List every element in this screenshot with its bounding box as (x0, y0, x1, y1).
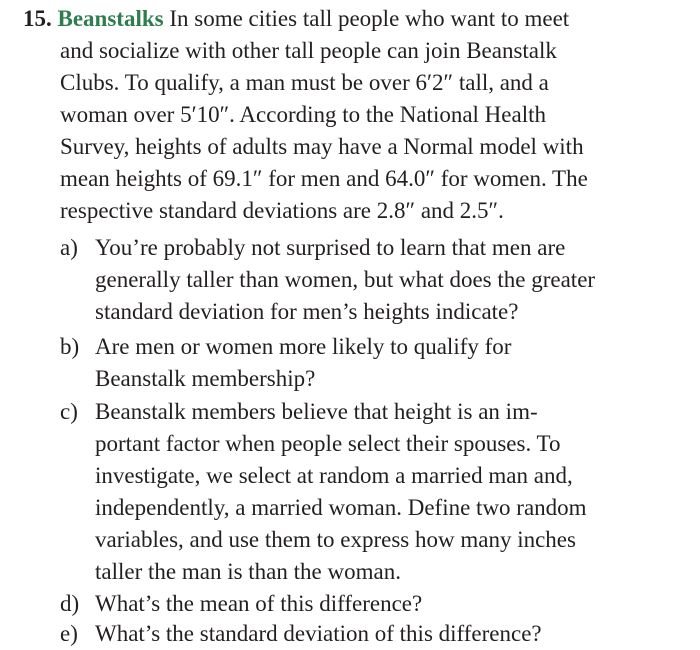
problem-intro-line: mean heights of 69.1″ for men and 64.0″ for women. The (60, 166, 588, 191)
part-d-line: What’s the mean of this difference? (95, 591, 423, 616)
part-label-d: d) (60, 591, 80, 616)
part-c-line: variables, and use them to express how many inches (95, 527, 576, 552)
problem-intro-line: Survey, heights of adults may have a Normal model with (60, 134, 584, 159)
part-a-line: standard deviation for men’s heights indicate? (95, 299, 519, 324)
problem-title: Beanstalks (57, 6, 164, 31)
problem-intro-line: woman over 5′10″. According to the National Health (60, 102, 546, 127)
problem-intro-line: Clubs. To qualify, a man must be over 6′2″ tall, and a (60, 70, 549, 95)
part-c-line: taller the man is than the woman. (95, 559, 401, 584)
part-label-e: e) (60, 621, 78, 646)
problem-first-line (23, 5, 569, 33)
part-a-line: You’re probably not surprised to learn that men are (95, 235, 566, 260)
problem-number: 15. (23, 6, 52, 31)
part-b-line: Beanstalk membership? (95, 366, 316, 391)
part-c-line: Beanstalk members believe that height is an im- (95, 399, 538, 424)
problem-intro-line: respective standard deviations are 2.8″ and 2.5″. (60, 198, 504, 223)
part-c-line: investigate, we select at random a married man and, (95, 463, 573, 488)
part-label-c: c) (60, 399, 78, 424)
problem-intro-line: and socialize with other tall people can join Beanstalk (60, 38, 557, 63)
part-label-a: a) (60, 235, 78, 260)
part-label-b: b) (60, 334, 80, 359)
part-c-line: portant factor when people select their spouses. To (95, 431, 561, 456)
part-a-line: generally taller than women, but what does the greater (95, 267, 596, 292)
part-c-line: independently, a married woman. Define two random (95, 495, 587, 520)
part-e-line: What’s the standard deviation of this difference? (95, 621, 542, 646)
problem-intro-line: In some cities tall people who want to meet (169, 6, 570, 31)
part-b-line: Are men or women more likely to qualify for (95, 334, 512, 359)
